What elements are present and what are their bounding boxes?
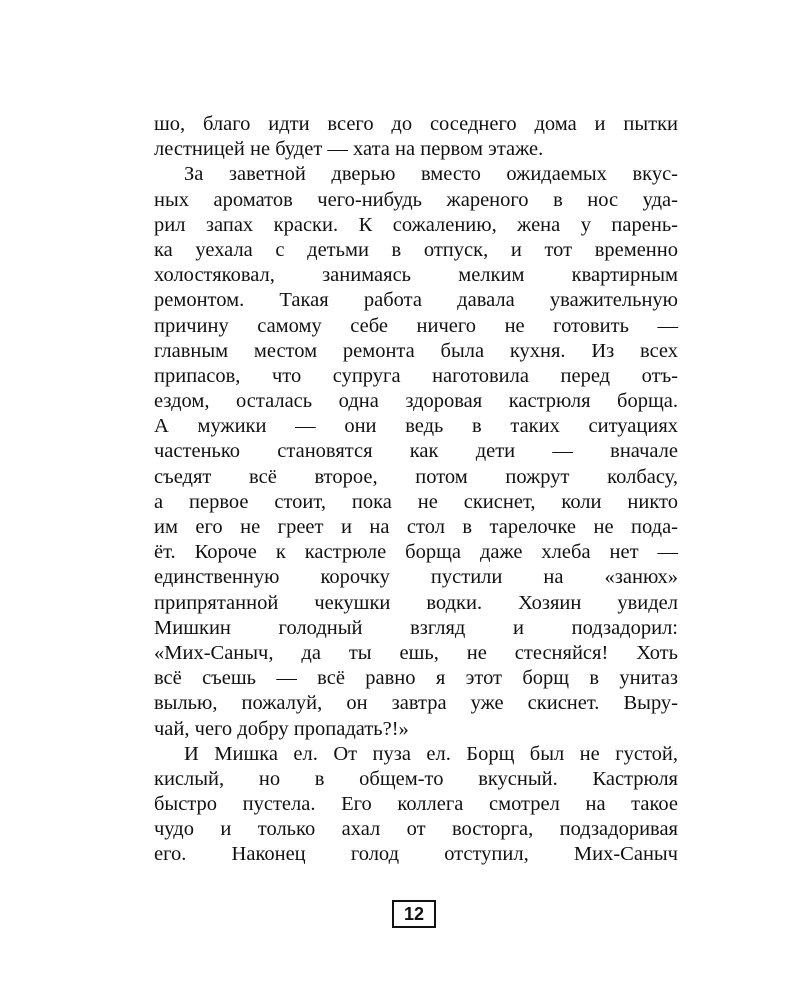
text-line: чай, чего добру пропадать?!» [154, 717, 409, 740]
text-line: рил запах краски. К сожалению, жена у парень- [154, 213, 678, 236]
text-line: лестницей не будет — хата на первом этаже. [154, 138, 544, 161]
text-line: ных ароматов чего-нибудь жареного в нос уда- [154, 188, 678, 211]
text-line: им его не греет и на стол в тарелочке не пода- [154, 516, 678, 538]
text-line: шо, благо идти всего до соседнего дома и пытки [154, 113, 678, 135]
text-line: чудо и только ахал от восторга, подзадоривая [154, 818, 678, 841]
text-line: «Мих-Саныч, да ты ешь, не стесняйся! Хоть [154, 641, 678, 664]
text-line: ремонтом. Такая работа давала уважительную [154, 289, 678, 312]
text-line: главным местом ремонта была кухня. Из всех [154, 339, 678, 362]
page-number: 12 [403, 903, 425, 924]
text-line: его. Наконец голод отступил, Мих-Саныч [154, 843, 678, 866]
text-line: ездом, осталась одна здоровая кастрюля борща. [154, 390, 678, 413]
text-line: а первое стоит, пока не скиснет, коли никто [154, 490, 678, 513]
text-line: вылью, пожалуй, он завтра уже скиснет. Выру- [154, 692, 678, 715]
text-line: кислый, но в общем-то вкусный. Кастрюля [154, 767, 678, 790]
text-line: причину самому себе ничего не готовить — [154, 314, 678, 337]
text-line: ка уехала с детьми в отпуск, и тот временно [154, 238, 678, 261]
text-line: ёт. Короче к кастрюле борща даже хлеба нет — [154, 541, 678, 564]
text-line: всё съешь — всё равно я этот борщ в унитаз [154, 667, 678, 690]
text-line: единственную корочку пустили на «занюх» [154, 566, 678, 589]
text-line: быстро пустела. Его коллега смотрел на такое [154, 793, 678, 816]
text-line: съедят всё второе, потом пожрут колбасу, [154, 465, 678, 488]
text-line: припасов, что супруга наготовила перед отъ- [154, 364, 678, 387]
text-line: частенько становятся как дети — вначале [154, 440, 678, 463]
text-line: А мужики — они ведь в таких ситуациях [154, 415, 678, 438]
text-line: припрятанной чекушки водки. Хозяин увидел [154, 591, 678, 614]
page-number-box [392, 900, 436, 928]
text-line: холостяковал, занимаясь мелким квартирным [154, 264, 678, 287]
body-text [154, 112, 678, 868]
text-line: Мишкин голодный взгляд и подзадорил: [154, 616, 678, 639]
text-line: И Мишка ел. От пуза ел. Борщ был не густой, [184, 742, 678, 765]
text-line: За заветной дверью вместо ожидаемых вкус- [184, 163, 678, 186]
